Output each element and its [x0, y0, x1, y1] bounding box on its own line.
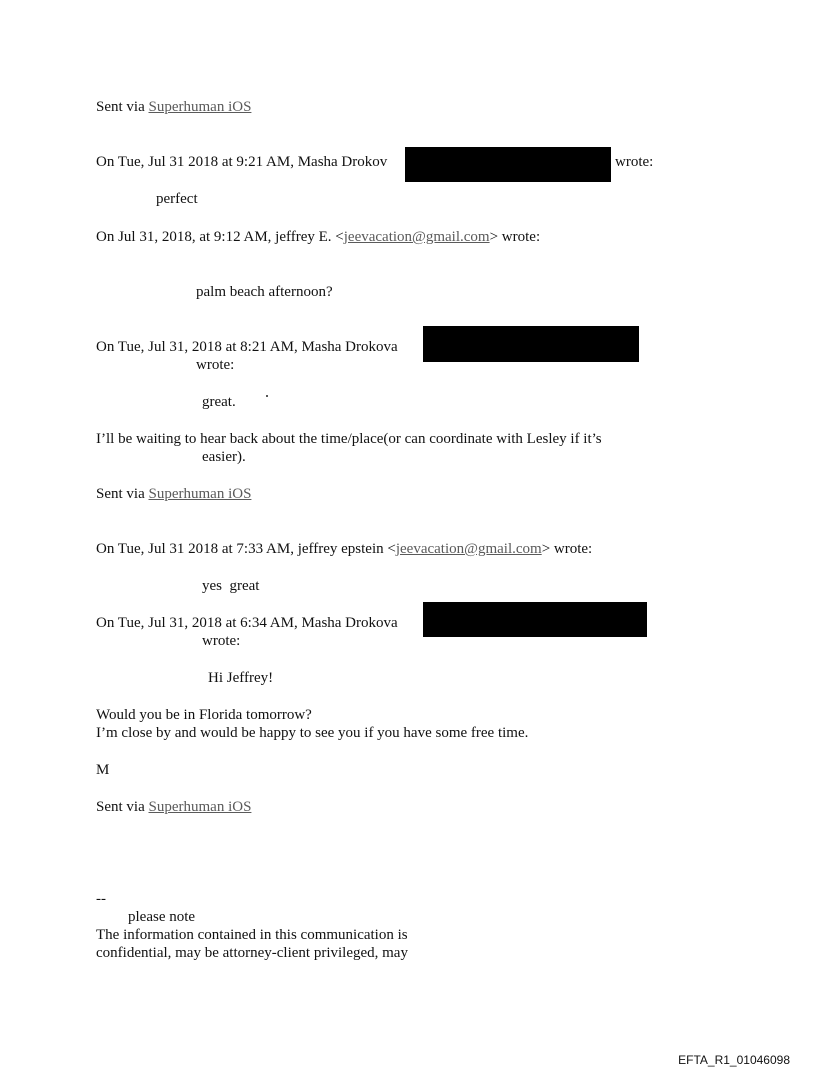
redaction-box [423, 602, 647, 637]
message-body: easier). [202, 449, 246, 465]
header-wrote: wrote: [196, 357, 235, 373]
email-header: On Tue, Jul 31, 2018 at 6:34 AM, Masha Drokova [96, 615, 398, 631]
superhuman-link[interactable]: Superhuman iOS [148, 99, 252, 115]
signature-line [96, 798, 251, 816]
superhuman-link[interactable]: Superhuman iOS [148, 486, 252, 502]
signature-prefix: Sent via [96, 486, 149, 502]
superhuman-link[interactable]: Superhuman iOS [148, 799, 252, 815]
email-header [96, 153, 387, 171]
message-body: I’ll be waiting to hear back about the time/place(or can coordinate with Lesley if it’s [96, 431, 602, 447]
message-body: perfect [156, 191, 198, 207]
email-header [96, 228, 540, 246]
message-body: palm beach afternoon? [196, 284, 333, 300]
header-wrote: wrote: [202, 633, 241, 649]
redaction-box [423, 326, 639, 362]
header-prefix: On Jul 31, 2018, at 9:12 AM, jeffrey E. < [96, 229, 344, 245]
stray-mark [266, 395, 268, 397]
message-body: Hi Jeffrey! [208, 670, 274, 686]
message-body: yes great [202, 578, 260, 594]
footer-disclaimer: The information contained in this communication is [96, 927, 408, 943]
signature-line [96, 98, 251, 116]
email-link[interactable]: jeevacation@gmail.com [343, 229, 490, 245]
message-body: I’m close by and would be happy to see you if you have some free time. [96, 725, 529, 741]
header-prefix: On Tue, Jul 31 2018 at 7:33 AM, jeffrey epstein < [96, 541, 396, 557]
header-wrote: wrote: [615, 154, 654, 170]
header-suffix: > wrote: [489, 229, 541, 245]
footer-disclaimer: confidential, may be attorney-client privileged, may [96, 945, 408, 961]
header-text: On Tue, Jul 31 2018 at 9:21 AM, Masha Drokov [96, 154, 388, 170]
document-id: EFTA_R1_01046098 [678, 1053, 790, 1067]
signature-line [96, 485, 251, 503]
signature-prefix: Sent via [96, 99, 149, 115]
footer-note: please note [128, 909, 196, 925]
message-body: great. [202, 394, 236, 410]
email-header: On Tue, Jul 31, 2018 at 8:21 AM, Masha Drokova [96, 339, 398, 355]
redaction-box [405, 147, 611, 182]
header-suffix: > wrote: [541, 541, 593, 557]
signature-prefix: Sent via [96, 799, 149, 815]
message-body: Would you be in Florida tomorrow? [96, 707, 312, 723]
email-header [96, 540, 592, 558]
footer-dashes: -- [96, 891, 106, 907]
message-body: M [96, 762, 110, 778]
email-link[interactable]: jeevacation@gmail.com [395, 541, 542, 557]
